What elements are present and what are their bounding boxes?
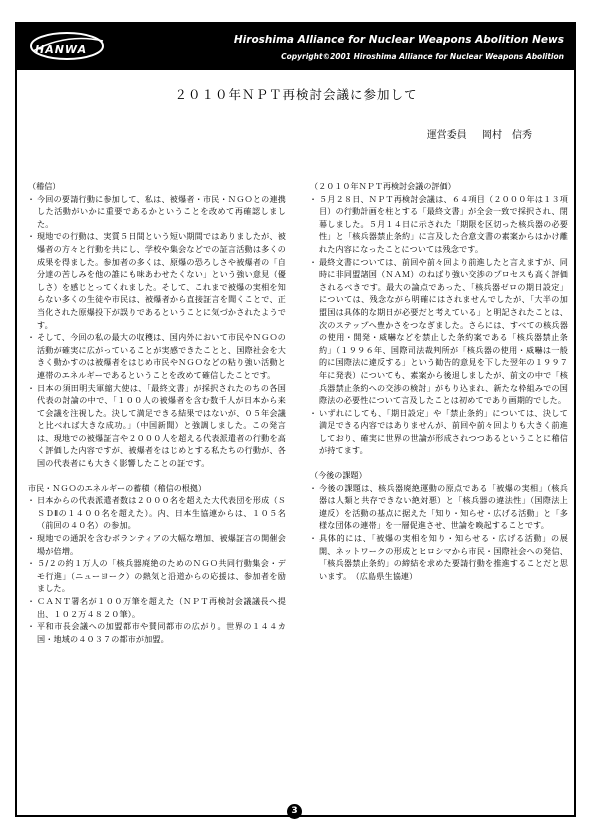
author-name: 岡村 信秀	[482, 130, 532, 141]
bullet-list	[310, 482, 568, 583]
bullet-list	[310, 193, 568, 457]
bullet-list	[28, 193, 286, 470]
list-item: ・ 今回の要請行動に参加して、私は、被爆者・市民・ＮＧＯとの連携した活動がいかに重要であるかということを改めて再確認しました。	[28, 193, 286, 231]
list-item: ・ 日本からの代表派遣者数は２０００名を超えた大代表団を形成（ＳＳＤⅡの１４００名を超えた）。内、日本生協連からは、１０５名（前回の４０名）の参加。	[28, 494, 286, 532]
bullet-list	[28, 494, 286, 645]
list-item: ・ 平和市長会議への加盟都市や賛同都市の広がり。世界の１４４カ国・地域の４０３７の都市が加盟。	[28, 620, 286, 645]
right-column	[310, 180, 568, 582]
list-item: ・ ＣＡＮＴ署名が１００万筆を超えた（ＮＰＴ再検討会議議長へ提出、１０２万４８２０筆）。	[28, 595, 286, 620]
list-item: ・ 今後の課題は、核兵器廃絶運動の原点である「被爆の実相」（核兵器は人類と共存できない絶対悪）と「核兵器の違法性」（国際法上違反）を活動の基点に据えた「知り・知らせ・広げる活動」と「多様な団体の連帯」を一層促進させ、世論を喚起することです。	[310, 482, 568, 532]
section-heading: （今後の課題）	[310, 470, 367, 481]
list-item: ・ 具体的には、「被爆の実相を知り・知らせる・広げる活動」の展開、ネットワークの形成とヒロシマから市民・国際社会への発信、「核兵器禁止条約」の締結を求めた要請行動を推進することだと思います。 （広島県生協連）	[310, 532, 568, 582]
list-item: ・ いずれにしても、「期日設定」や「禁止条約」については、決して満足できる内容ではありませんが、前回や前々回よりも大きく前進しており、確実に世界の世論が形成されつつあるということに稽信が持てます。	[310, 407, 568, 457]
list-item: ・ 最終文書については、前回や前々回より前進したと言えますが、同時に非同盟諸国（ＮＡＭ）のねばり強い交渉のプロセスも高く評価されるべきです。最大の論点であった、「核兵器ゼロの期日設定」については、残念ながら明確にはされませんでしたが、「大半の加盟国は具体的な期日が必要だと考えている」と明記されたことは、次のステップへ豊かさをつなぎました。さらには、すべての核兵器の使用・開発・威嚇などを禁止した条約案である「核兵器禁止条約」（１９９６年、国際司法裁判所が「核兵器の使用・威嚇は一般的に国際法に違反する」という勧告的意見を下した翌年の１９９７年に発表）についても、素案から後退しましたが、前文の中で「核兵器禁止条約への交渉の検討」がもり込まれ、新たな枠組みでの国際法の必要性について言及したことは初めてであり画期的でした。	[310, 256, 568, 407]
hanwa-logo	[29, 29, 107, 63]
author-role: 運営委員	[426, 130, 467, 141]
section-heading: （２０１０年ＮＰＴ再検討会議の評価）	[310, 181, 456, 191]
section-heading: 市民・ＮＧＯのエネルギーの蓄積（稽信の根拠）	[28, 482, 207, 493]
logo-text: HANWA	[35, 43, 88, 56]
left-column	[28, 180, 286, 645]
banner-copyright: Copyright©2001 Hiroshima Alliance for Nuclear Weapons Abolition	[281, 52, 564, 61]
article-title: ２０１０年ＮＰＴ再検討会議に参加して	[174, 87, 418, 102]
banner-title: Hiroshima Alliance for Nuclear Weapons Abolition News	[233, 34, 564, 46]
section-heading: （稽信）	[28, 181, 61, 191]
newsletter-banner	[15, 23, 576, 70]
list-item: ・ ５月２８日、ＮＰＴ再検討会議は、６４項目（２０００年は１３項目）の行動計画を柱とする「最終文書」が全会一致で採択され、閉幕しました。５月１４日に示された「期限を区切った核兵器の必要性」と「核兵器禁止条約」に言及した合意文書の素案からはかけ離れた内容になったことについては残念です。	[310, 193, 568, 256]
list-item: ・ 現地での通訳を含むボランティアの大幅な増加、被爆証言の開催会場が倍増。	[28, 532, 286, 557]
page-number: 3	[287, 804, 302, 819]
list-item: ・ 現地での行動は、実質５日間という短い期間ではありましたが、被爆者の方々と行動を共にし、学校や集会などでの証言活動は多くの成果を得ました。参加者の多くは、原爆の恐ろしさや被爆者の「自分達の苦しみを他の誰にも味あわせたくない」という強い意見（優しさ）を感じとってくれました。そして、これまで被爆の実相を知らない多くの生徒や市民は、被爆者から直接証言を聞くことで、正当化された原爆投下が誤りであるということに気づかされたようです。	[28, 230, 286, 331]
byline	[415, 126, 532, 141]
list-item: ・ ５/２の約１万人の「核兵器廃絶のためのＮＧＯ共同行動集会・デモ行進」（ニューヨーク）の熱気と沿道からの応援は、参加者を励ました。	[28, 557, 286, 595]
list-item: ・ そして、今回の私の最大の収穫は、国内外において市民やＮＧＯの活動が確実に広がっていることが実感できたことと、国際社会を大きく動かすのは被爆者をはじめ市民やＮＧＯなどの粘り強い活動と連帯のエネルギーであるということを改めて確信したことです。	[28, 331, 286, 381]
list-item: ・ 日本の須田明夫軍縮大使は、「最終文書」が採択されたのちの各国代表の討論の中で、「１００人の被爆者を含む数千人が日本から来て会議を注視した。決して満足できる結果ではないが、０５年会議と比べれば大きな成功。」（中国新聞）と強調しました。この発言は、現地での被爆証言や２０００人を超える代表派遣者の行動を高く評価した内容ですが、被爆者をはじめとする私たちの行動が、各国の代表者にも大きく影響したことの証です。	[28, 382, 286, 470]
